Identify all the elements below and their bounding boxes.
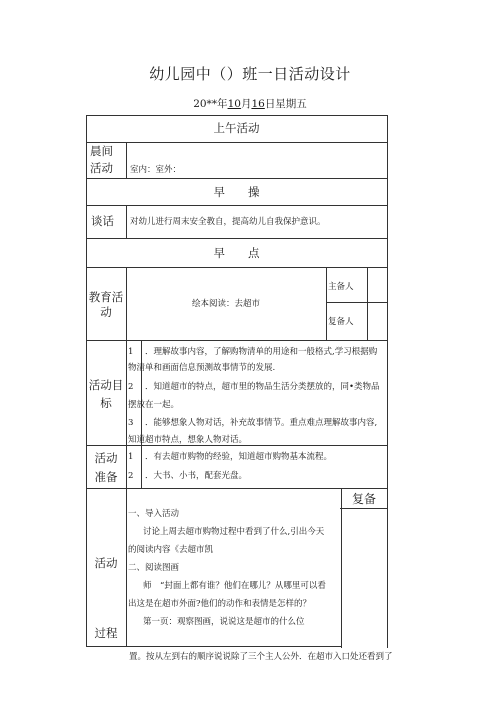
reviewer-label: 复备人 [328, 317, 354, 327]
exercise-heading: 早 操 [213, 185, 260, 199]
prep-1-number: 1 [128, 452, 134, 462]
process-overflow-line: 置。按从左到右的顺序说说除了三个主人公外．在超市入口处还看到了 [129, 652, 393, 662]
morning-activity-content: 室内：室外： [130, 165, 182, 175]
process-label-2: 过程 [94, 626, 118, 640]
goals-label-2: 标 [100, 396, 112, 410]
goal-3-number: 3 [128, 418, 134, 428]
goal-1-line-2: 物清单和画面信息预测故事情节的发展. [128, 363, 276, 373]
morning-activity-label-1: 晨间 [90, 144, 113, 158]
prep-label-1: 活动 [94, 451, 118, 465]
goals-label-1: 活动目 [88, 378, 124, 392]
date-month: 10 [227, 98, 241, 110]
process-line-4: 二、阅读图画 [128, 563, 180, 573]
prep-label-2: 准备 [94, 470, 118, 484]
process-line-6: 出这是在超市外面?他们的动作和表情是怎样的？ [128, 599, 312, 609]
date-day: 16 [251, 98, 265, 110]
process-line-5: 师 “封面上都有谁？他们在哪儿？从哪里可以看 [143, 581, 326, 591]
snack-heading: 早 点 [213, 246, 260, 260]
process-line-3: 的阅读内容《去超市凯 [128, 545, 214, 555]
goal-2-line-1: ．知道超市的特点，超市里的物品生活分类摆放的，同•类物品 [145, 382, 380, 392]
morning-section-title: 上午活动 [213, 121, 260, 135]
goal-1-number: 1 [128, 347, 134, 357]
goal-1-line-1: ．理解故事内容，了解购物清单的用途和一般格式,学习根据购 [145, 347, 378, 357]
process-line-1: 一、导入活动 [128, 509, 180, 519]
review-column-header: 复备 [351, 492, 376, 506]
date-weekday: 日星期五 [264, 98, 307, 110]
prep-1-text: ．有去超市购物的经验，知道超市购物基本流程。 [145, 452, 333, 462]
document-title: 幼儿园中（）班一日活动设计 [149, 65, 351, 83]
talk-content: 对幼儿进行周末安全教自，提高幼儿自我保护意识。 [130, 217, 326, 227]
date-year: 20**年 [193, 98, 228, 110]
prep-2-number: 2 [128, 471, 134, 481]
talk-label: 谈话 [91, 214, 114, 228]
goal-2-line-2: 摆放在一起。 [128, 400, 180, 410]
date-month-label: 月 [240, 98, 252, 110]
goal-3-line-1: ．能够想象人物对话，补充故事情节。重点难点理解故事内容, [145, 418, 378, 428]
process-label-1: 活动 [94, 556, 118, 570]
education-label-1: 教育活 [88, 290, 124, 304]
process-line-7: 第一页：观察图画，说说这是超市的什么位 [143, 617, 305, 627]
process-line-2: 讨论上周去超市购物过程中看到了什么,引出今天 [143, 527, 325, 537]
education-label-2: 动 [100, 305, 112, 319]
goal-2-number: 2 [128, 382, 134, 392]
lead-preparer-label: 主备人 [328, 282, 354, 292]
goal-3-line-2: 知道超市特点，想象人物对话。 [128, 435, 248, 445]
document-date [0, 96, 500, 111]
prep-2-text: ．大书、小书，配套光盘。 [145, 471, 248, 481]
education-activity-name: 绘本阅读：去超市 [191, 299, 260, 309]
morning-activity-label-2: 活动 [90, 161, 113, 175]
